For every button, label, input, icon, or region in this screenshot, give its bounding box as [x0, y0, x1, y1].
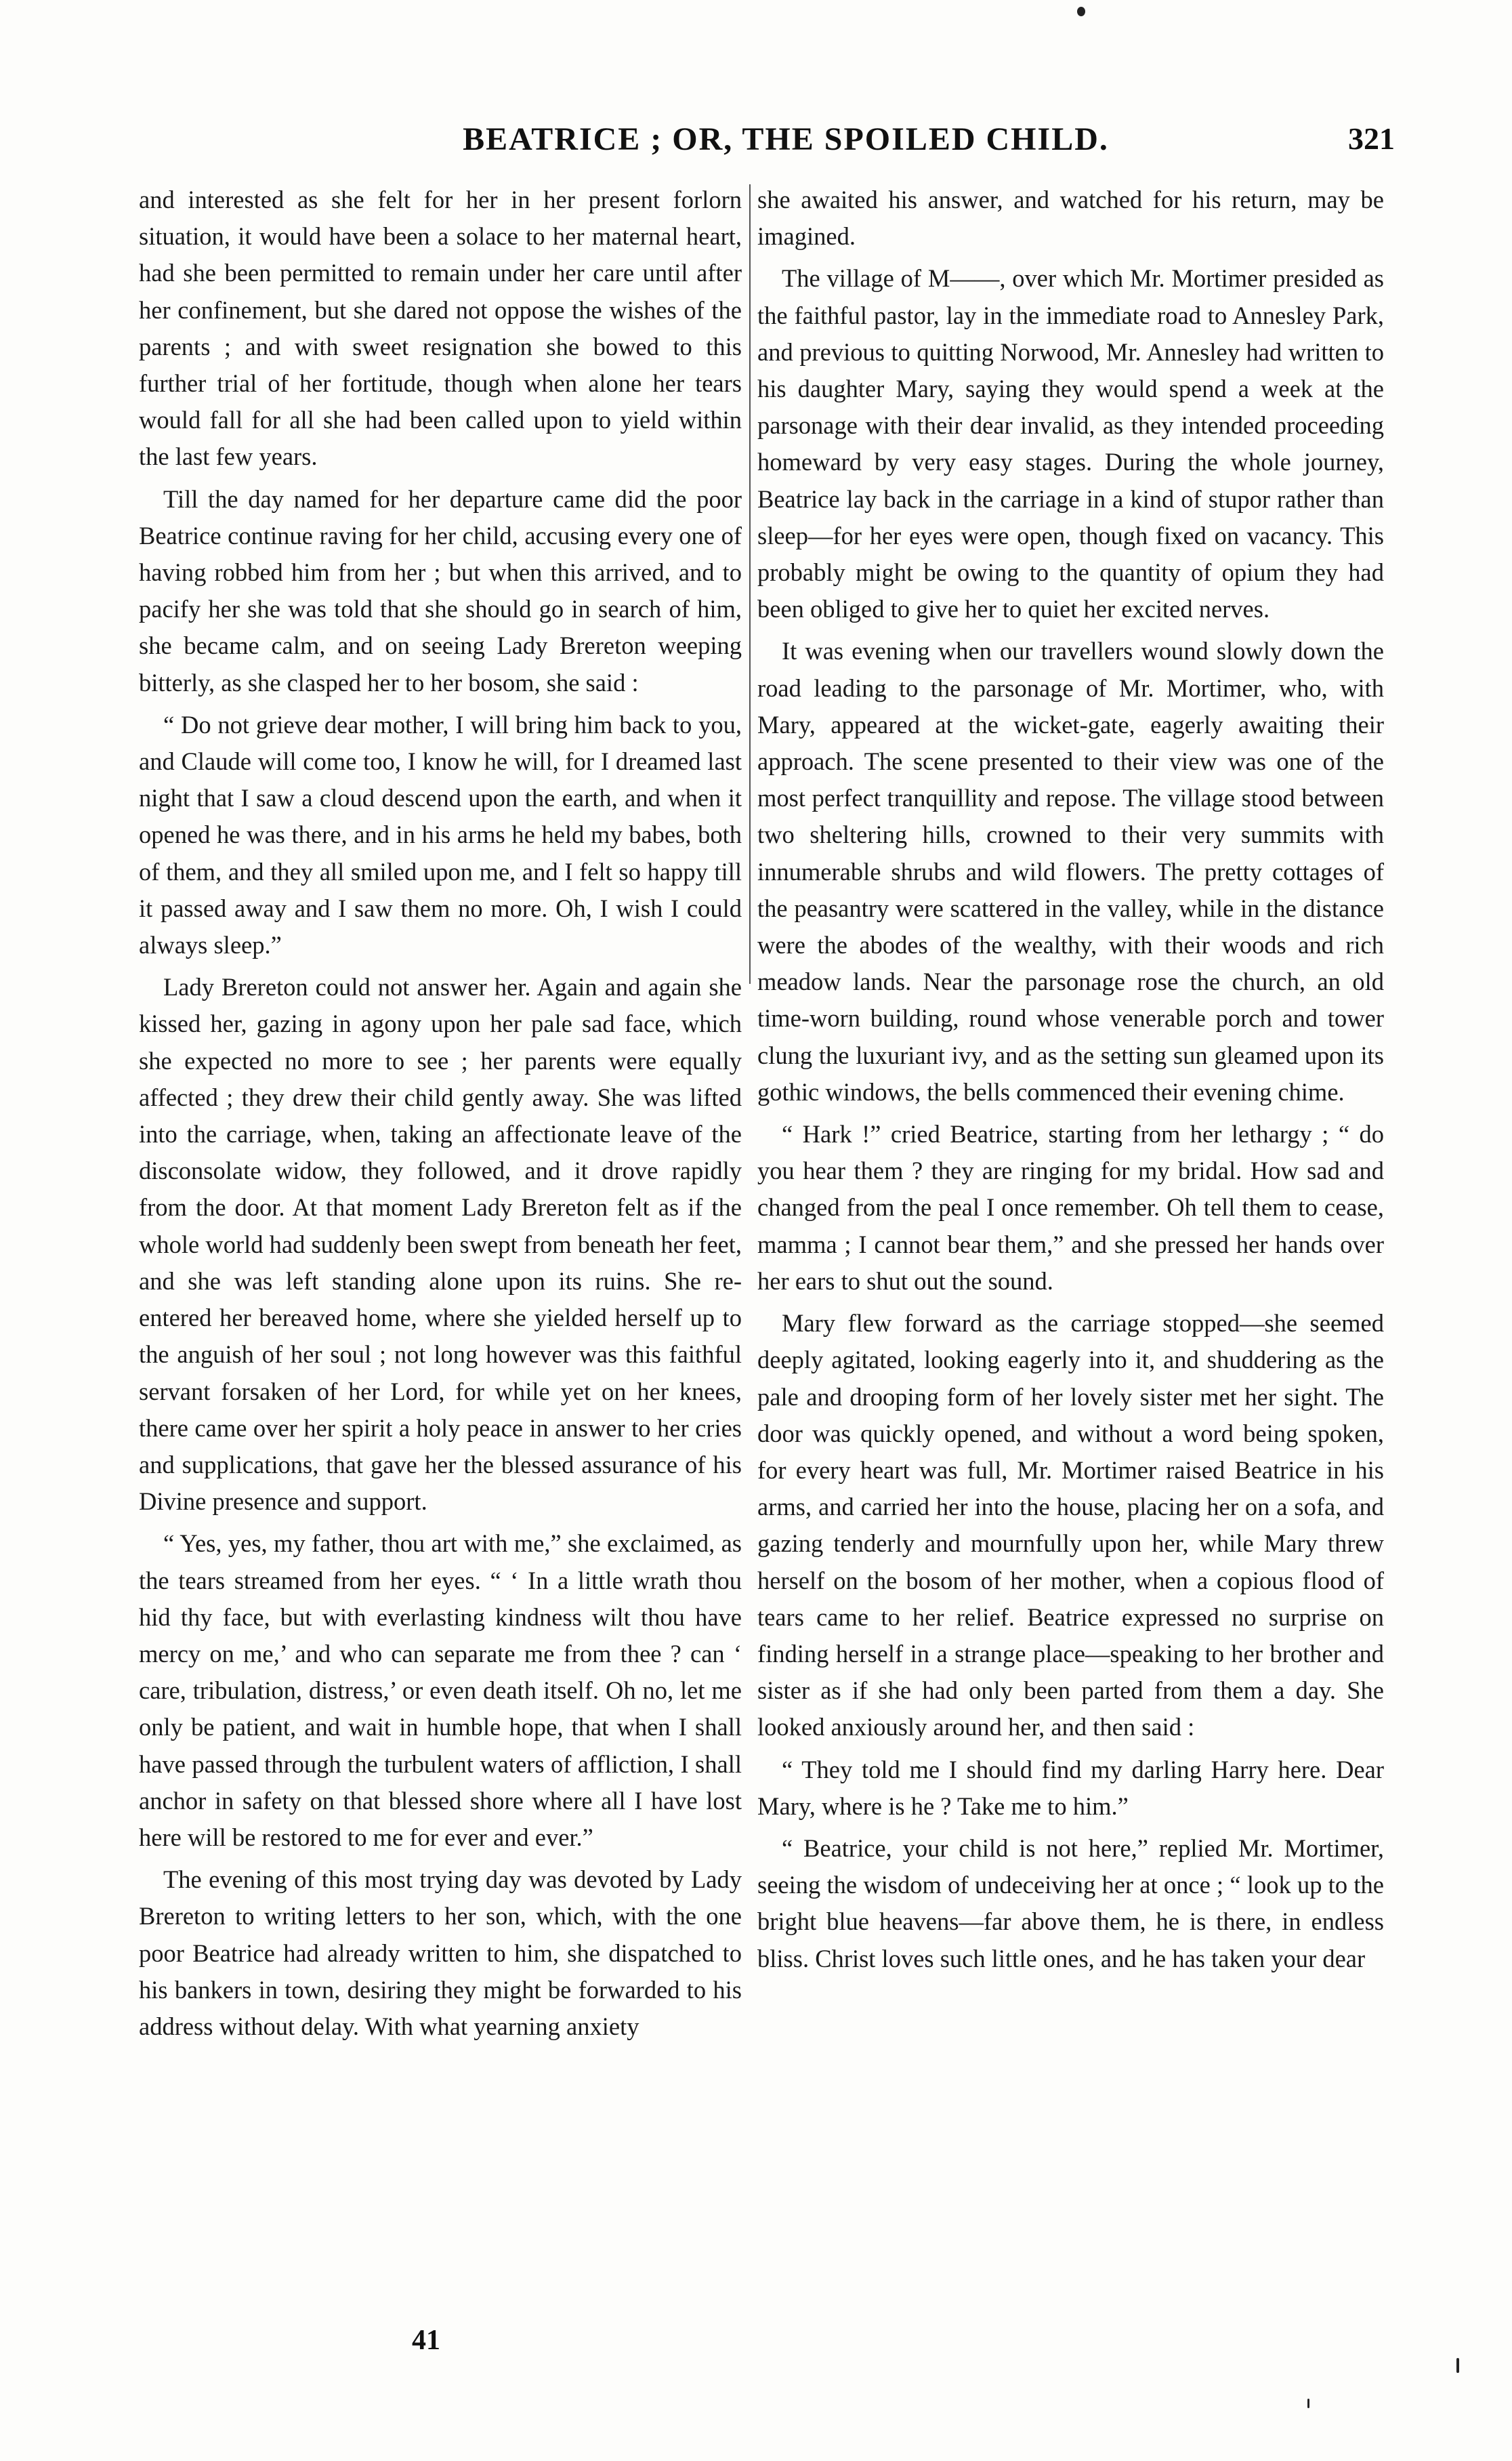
paragraph: “ Do not grieve dear mother, I will bring him back to you, and Claude will come too, I know he will, for I dreamed last night that I saw a cloud descend upon the earth, and when it opened he was there, and in his arms he held my babes, both of them, and they all smiled upon me, and I felt so happy till it passed away and I saw them no more. Oh, I wish I could always sleep.”: [139, 710, 742, 959]
paragraph: Mary flew forward as the carriage stopped—she seemed deeply agitated, looking eagerly into it, and shuddering as the pale and drooping form of her lovely sister met her sight. The door was quickly opened, and without a word being spoken, for every heart was full, Mr. Mortimer raised Beatrice in his arms, and carried her into the house, placing her on a sofa, and gazing tenderly and mournfully upon her, while Mary threw herself on the bosom of her mother, when a copious flood of tears came to her relief. Beatrice expressed no surprise on finding herself in a strange place—speaking to her brother and sister as if she had only been parted from them a day. She looked anxiously around her, and then said :: [757, 1309, 1384, 1741]
page-number: 321: [1348, 121, 1395, 156]
paragraph: The village of M——, over which Mr. Mortimer presided as the faithful pastor, lay in the immediate road to Annesley Park, and previous to quitting Norwood, Mr. Annesley had written to his daughter Mary, saying they would spend a week at the parsonage with their dear invalid, as they intended proceeding homeward by very easy stages. During the whole journey, Beatrice lay back in the carriage in a kind of stupor rather than sleep—for her eyes were open, though fixed on vacancy. This probably might be owing to the quantity of opium they had been obliged to give her to quiet her excited nerves.: [757, 264, 1384, 623]
signature-mark: 41: [412, 2325, 440, 2356]
paragraph: The evening of this most trying day was devoted by Lady Brereton to writing letters to her son, which, with the one poor Beatrice had already written to him, she dispatched to his bankers in town, desiring they might be forwarded to his address without delay. With what yearning anxiety: [139, 1865, 742, 2040]
ink-speck: [1307, 2399, 1309, 2408]
paragraph: Till the day named for her departure came did the poor Beatrice continue raving for her child, accusing every one of having robbed him from her ; but when this arrived, and to pacify her she was told that she should go in search of him, she became calm, and on seeing Lady Brereton weeping bitterly, as she clasped her to her bosom, she said :: [139, 484, 742, 697]
left-text-column: [139, 182, 742, 2050]
column-divider: [749, 184, 751, 984]
running-head-title: BEATRICE ; OR, THE SPOILED CHILD.: [463, 121, 1109, 157]
paragraph: It was evening when our travellers wound slowly down the road leading to the parsonage of Mr. Mortimer, who, with Mary, appeared at the wicket-gate, eagerly awaiting their approach. The scene presented to their view was one of the most perfect tranquillity and repose. The village stood between two sheltering hills, crowned to their very summits with innumerable shrubs and wild flowers. The pretty cottages of the peasantry were scattered in the valley, while in the distance were the abodes of the wealthy, with their woods and rich meadow lands. Near the parsonage rose the church, an old time-worn building, round whose venerable porch and tower clung the luxuriant ivy, and as the setting sun gleamed upon its gothic windows, the bells commenced their evening chime.: [757, 637, 1384, 1106]
paragraph: she awaited his answer, and watched for his return, may be imagined.: [757, 186, 1384, 251]
paragraph: and interested as she felt for her in her present forlorn situation, it would have been a solace to her maternal heart, had she been permitted to remain under her care until after her confinement, but she dared not oppose the wishes of the parents ; and with sweet resignation she bowed to this further trial of her fortitude, though when alone her tears would fall for all she had been called upon to yield within the last few years.: [139, 186, 742, 471]
right-text-column: [757, 182, 1384, 1983]
paragraph: “ Hark !” cried Beatrice, starting from her lethargy ; “ do you hear them ? they are ringing for my bridal. How sad and changed from the peal I once remember. Oh tell them to cease, mamma ; I cannot bear them,” and she pressed her hands over her ears to shut out the sound.: [757, 1120, 1384, 1295]
paragraph: Lady Brereton could not answer her. Again and again she kissed her, gazing in agony upon her pale sad face, which she expected no more to see ; her parents were equally affected ; they drew their child gently away. She was lifted into the carriage, when, taking an affectionate leave of the disconsolate widow, they followed, and it drove rapidly from the door. At that moment Lady Brereton felt as if the whole world had suddenly been swept from beneath her feet, and she was left standing alone upon its ruins. She re-entered her bereaved home, where she yielded herself up to the anguish of her soul ; not long however was this faithful servant forsaken of her Lord, for while yet on her knees, there came over her spirit a holy peace in answer to her cries and supplications, that gave her the blessed assurance of his Divine presence and support.: [139, 973, 742, 1516]
paragraph: “ Beatrice, your child is not here,” replied Mr. Mortimer, seeing the wisdom of undeceiving her at once ; “ look up to the bright blue heavens—far above them, he is there, in endless bliss. Christ loves such little ones, and he has taken your dear: [757, 1834, 1384, 1972]
ink-speck: [1077, 7, 1085, 16]
ink-speck: [1456, 2358, 1459, 2373]
paragraph: “ They told me I should find my darling Harry here. Dear Mary, where is he ? Take me to him.”: [757, 1755, 1384, 1820]
paragraph: “ Yes, yes, my father, thou art with me,” she exclaimed, as the tears streamed from her eyes. “ ‘ In a little wrath thou hid thy face, but with everlasting kindness wilt thou have mercy on me,’ and who can separate me from thee ? can ‘ care, tribulation, distress,’ or even death itself. Oh no, let me only be patient, and wait in humble hope, that when I shall have passed through the turbulent waters of affliction, I shall anchor in safety on that blessed shore where all I have lost here will be restored to me for ever and ever.”: [139, 1529, 742, 1851]
